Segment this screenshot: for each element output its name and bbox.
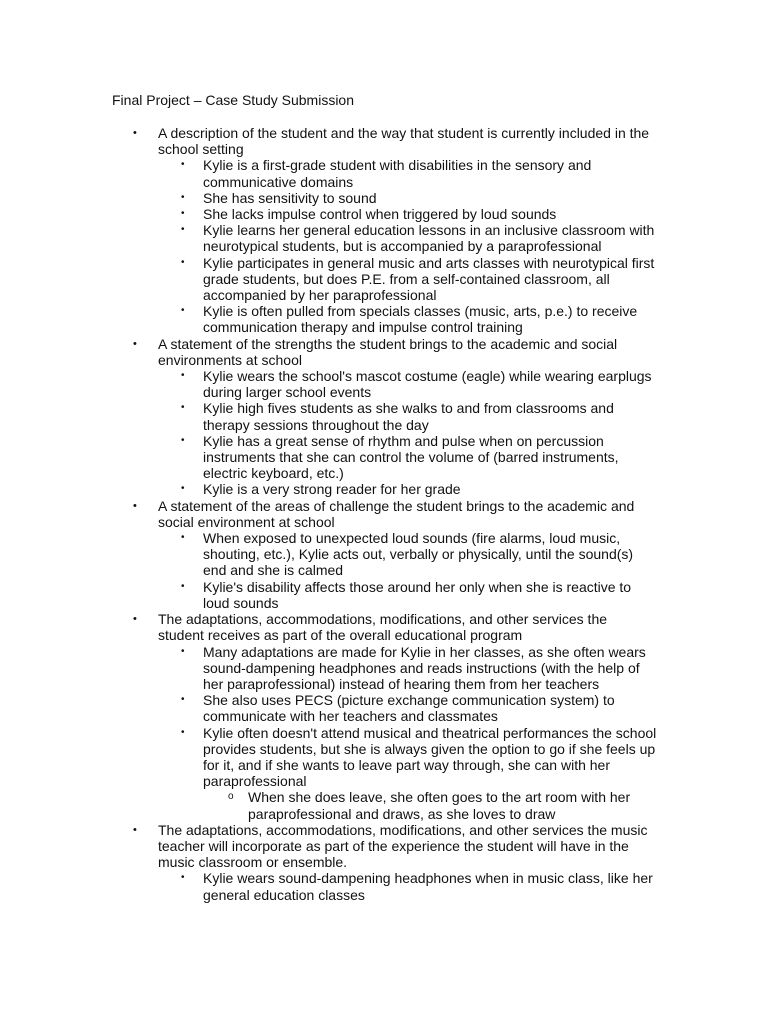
list-item [0,530,658,579]
document-title: Final Project – Case Study Submission [112,92,354,108]
bullet-icon: • [181,191,185,203]
bullet-icon: • [133,613,137,626]
list-item-text: Kylie's disability affects those around her only when she is reactive to loud sounds [203,578,632,611]
list-item [0,725,658,790]
list-item-text: Kylie is a first-grade student with disabilities in the sensory and communicative domains [203,157,592,190]
bullet-icon: • [181,483,185,495]
bullet-icon: • [181,208,185,220]
list-item [0,368,658,400]
list-item-text: Kylie participates in general music and arts classes with neurotypical first grade students, but does P.E. from a self-contained classroom, all accompanied by her paraprofessional [203,254,655,304]
section-music-teacher-adaptations [0,822,654,871]
bullet-icon: • [181,694,185,706]
list-item-text: Kylie has a great sense of rhythm and pulse when on percussion instruments that she can control the volume of (barred instruments, electric keyboard, etc.) [203,432,619,482]
bullet-icon: • [181,224,185,236]
case-study-outline [0,125,768,903]
list-item-text: Kylie wears sound-dampening headphones when in music class, like her general education classes [203,870,653,903]
list-item [0,579,658,611]
list-item-text: She has sensitivity to sound [203,189,377,206]
section-student-adaptations [0,611,654,643]
bullet-icon: • [181,872,185,884]
bullet-icon: • [133,337,137,350]
list-item [0,222,658,254]
list-item [0,481,658,497]
sub-list-item [0,789,648,821]
bullet-icon: • [181,402,185,414]
list-item-text: Many adaptations are made for Kylie in her classes, as she often wears sound-dampening headphones and reads instructions (with the help of her paraprofessional) instead of hearing them from her teachers [203,643,646,692]
section-heading: A statement of the strengths the student brings to the academic and social environments at school [158,335,618,368]
bullet-icon: • [181,645,185,657]
list-item-text: She also uses PECS (picture exchange communication system) to communicate with her teachers and classmates [203,692,615,725]
section-challenges [0,498,654,530]
section-heading: A statement of the areas of challenge the student brings to the academic and social environment at school [158,497,635,530]
bullet-icon: • [181,305,185,317]
list-item [0,190,658,206]
bullet-icon: • [181,159,185,171]
sub-list-item-text: When she does leave, she often goes to the art room with her paraprofessional and draws, as she loves to draw [248,789,631,822]
bullet-icon: • [181,256,185,268]
bullet-icon: • [181,370,185,382]
section-strengths [0,336,654,368]
list-item-text: Kylie learns her general education lessons in an inclusive classroom with neurotypical students, but is accompanied by a paraprofessional [203,222,655,255]
list-item-text: When exposed to unexpected loud sounds (fire alarms, loud music, shouting, etc.), Kylie acts out, verbally or physically, until the sound(s) end and she is calmed [203,530,634,579]
bullet-icon: • [181,580,185,592]
list-item [0,692,658,724]
list-item [0,433,658,482]
section-heading: A description of the student and the way that student is currently included in the school setting [158,125,650,158]
hollow-bullet-icon: o [228,791,234,803]
section-description [0,125,654,157]
list-item [0,303,658,335]
list-item-text: Kylie high fives students as she walks to and from classrooms and therapy sessions throughout the day [203,400,614,433]
bullet-icon: • [133,823,137,836]
list-item [0,870,658,902]
list-item-text: Kylie wears the school's mascot costume (eagle) while wearing earplugs during larger school events [203,368,652,401]
bullet-icon: • [181,532,185,544]
list-item-text: Kylie is a very strong reader for her grade [203,481,461,498]
bullet-icon: • [181,434,185,446]
bullet-icon: • [133,499,137,512]
section-heading: The adaptations, accommodations, modifications, and other services the student receives as part of the overall educational program [158,611,608,644]
list-item [0,206,658,222]
list-item [0,157,658,189]
list-item-text: She lacks impulse control when triggered by loud sounds [203,206,557,223]
list-item-text: Kylie is often pulled from specials classes (music, arts, p.e.) to receive communication therapy and impulse control training [203,303,638,336]
bullet-icon: • [133,127,137,139]
list-item-text: Kylie often doesn't attend musical and theatrical performances the school provides students, but she is always given the option to go if she feels up for it, and if she wants to leave part way through, she can with her paraprofessional [203,724,657,790]
bullet-icon: • [181,726,185,738]
list-item [0,400,658,432]
list-item [0,255,658,304]
list-item [0,644,658,693]
section-heading: The adaptations, accommodations, modifications, and other services the music teacher will incorporate as part of the experience the student will have in the music classroom or ensemble. [158,821,648,871]
